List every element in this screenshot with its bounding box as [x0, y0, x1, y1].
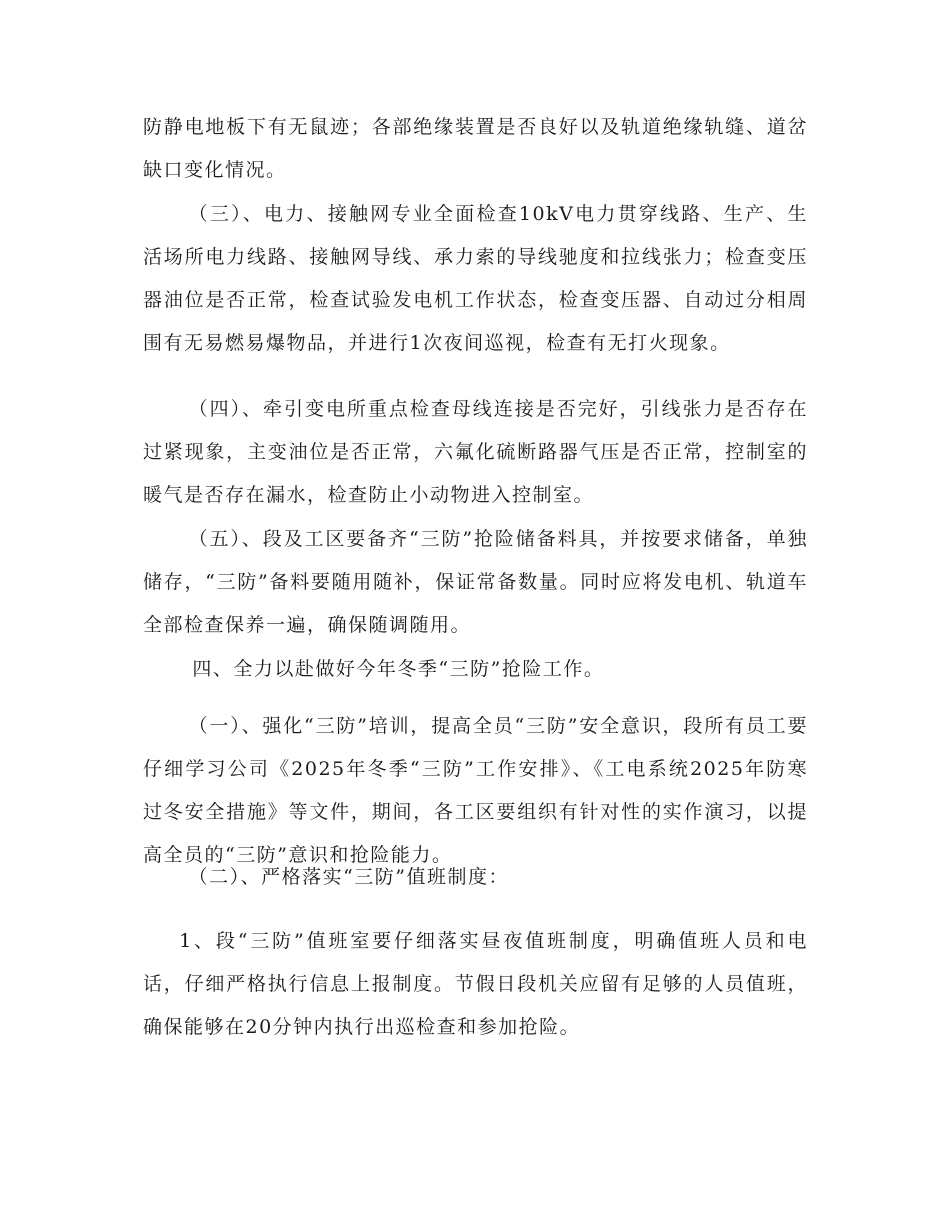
paragraph-continuation: 防静电地板下有无鼠迹；各部绝缘装置是否良好以及轨道绝缘轨缝、道岔缺口变化情况。 — [143, 116, 808, 181]
paragraph-subsection-1: （一）、强化“三防”培训，提高全员“三防”安全意识，段所有员工要仔细学习公司《2025年冬季“三防”工作安排》、《工电系统2025年防寒过冬安全措施》等文件，期间，各工区要组织有针对性的实作演习，以提高全员的“三防”意识和抢险能力。 — [143, 715, 808, 866]
paragraph-section-3: （三）、电力、接触网专业全面检查10kV电力贯穿线路、生产、生活场所电力线路、接触网导线、承力索的导线驰度和拉线张力；检查变压器油位是否正常，检查试验发电机工作状态，检查变压器、自动过分相周围有无易燃易爆物品，并进行1次夜间巡视，检查有无打火现象。 — [143, 203, 808, 354]
section-heading-4: 四、全力以赴做好今年冬季“三防”抢险工作。 — [192, 658, 605, 680]
paragraph-subsection-2: （二）、严格落实“三防”值班制度： — [188, 866, 510, 888]
paragraph-section-5: （五）、段及工区要备齐“三防”抢险储备料具，并按要求储备，单独储存，“三防”备料要随用随补，保证常备数量。同时应将发电机、轨道车全部检查保养一遍，确保随调随用。 — [143, 528, 808, 636]
paragraph-item-1: 1、段“三防”值班室要仔细落实昼夜值班制度，明确值班人员和电话，仔细严格执行信息上报制度。节假日段机关应留有足够的人员值班，确保能够在20分钟内执行出巡检查和参加抢险。 — [143, 930, 808, 1038]
paragraph-section-4: （四）、牵引变电所重点检查母线连接是否完好，引线张力是否存在过紧现象，主变油位是否正常，六氟化硫断路器气压是否正常，控制室的暖气是否存在漏水，检查防止小动物进入控制室。 — [143, 398, 808, 506]
